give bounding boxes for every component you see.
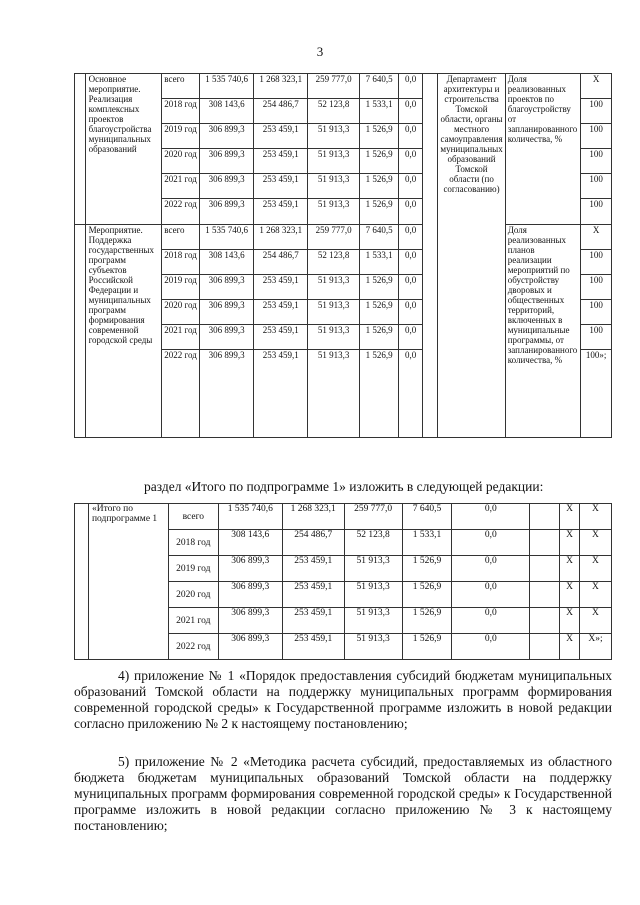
x-cell: X xyxy=(560,582,580,608)
x-cell: X xyxy=(579,582,611,608)
table-row xyxy=(75,504,612,530)
value-cell: 259 777,0 xyxy=(308,74,360,99)
value-cell: 0,0 xyxy=(399,74,423,99)
value-cell: 1 535 740,6 xyxy=(200,225,254,250)
value-cell: 0,0 xyxy=(452,556,530,582)
value-cell: 1 268 323,1 xyxy=(282,504,344,530)
empty-cell xyxy=(75,74,86,225)
indicator-cell: Доля реализованных проектов по благоустройству от запланированного количества, % xyxy=(505,74,580,225)
activity-name: Мероприятие. Поддержка государственных программ субъектов Российской Федерации и муниципальных программ формирования современной городской среды xyxy=(85,225,162,438)
value-cell: 253 459,1 xyxy=(282,556,344,582)
table-row xyxy=(75,74,612,99)
value-cell: 0,0 xyxy=(399,149,423,174)
target-value: 100 xyxy=(581,124,612,149)
value-cell: 306 899,3 xyxy=(218,608,282,634)
value-cell: 1 533,1 xyxy=(359,99,398,124)
value-cell: 1 268 323,1 xyxy=(254,74,308,99)
value-cell: 0,0 xyxy=(399,350,423,438)
value-cell: 306 899,3 xyxy=(218,582,282,608)
x-cell: X xyxy=(560,634,580,660)
year-cell: всего xyxy=(168,504,218,530)
value-cell: 51 913,3 xyxy=(308,174,360,199)
empty-cell xyxy=(530,634,560,660)
value-cell: 253 459,1 xyxy=(254,350,308,438)
value-cell: 253 459,1 xyxy=(254,149,308,174)
value-cell: 1 533,1 xyxy=(359,250,398,275)
value-cell: 51 913,3 xyxy=(308,124,360,149)
page-number: 3 xyxy=(316,44,324,59)
value-cell: 253 459,1 xyxy=(282,634,344,660)
year-cell: 2019 год xyxy=(162,275,200,300)
value-cell: 1 526,9 xyxy=(359,174,398,199)
value-cell: 51 913,3 xyxy=(308,325,360,350)
value-cell: 52 123,8 xyxy=(308,250,360,275)
target-value: 100 xyxy=(581,199,612,225)
value-cell: 52 123,8 xyxy=(344,530,402,556)
value-cell: 253 459,1 xyxy=(254,199,308,225)
value-cell: 253 459,1 xyxy=(254,275,308,300)
value-cell: 1 535 740,6 xyxy=(218,504,282,530)
value-cell: 306 899,3 xyxy=(200,174,254,199)
total-label: «Итого по подпрограмме 1 xyxy=(88,504,168,660)
target-value: 100 xyxy=(581,250,612,275)
year-cell: всего xyxy=(162,74,200,99)
indicator-cell: Доля реализованных планов реализации мероприятий по обустройству дворовых и общественных территорий, включенных в муниципальные программы, от запланированного количества, % xyxy=(505,225,580,438)
value-cell: 51 913,3 xyxy=(308,149,360,174)
value-cell: 306 899,3 xyxy=(200,350,254,438)
year-cell: 2018 год xyxy=(162,99,200,124)
value-cell: 0,0 xyxy=(452,582,530,608)
value-cell: 0,0 xyxy=(452,608,530,634)
value-cell: 0,0 xyxy=(399,325,423,350)
activity-name: Основное мероприятие. Реализация комплексных проектов благоустройства муниципальных образований xyxy=(85,74,162,225)
value-cell: 51 913,3 xyxy=(344,608,402,634)
value-cell: 308 143,6 xyxy=(218,530,282,556)
value-cell: 253 459,1 xyxy=(282,582,344,608)
x-cell: X xyxy=(579,530,611,556)
value-cell: 0,0 xyxy=(399,199,423,225)
empty-cell xyxy=(530,530,560,556)
value-cell: 0,0 xyxy=(399,300,423,325)
year-cell: 2020 год xyxy=(162,149,200,174)
target-value: 100 xyxy=(581,275,612,300)
program-table xyxy=(74,73,612,438)
target-value: 100 xyxy=(581,149,612,174)
target-value: X xyxy=(581,225,612,250)
target-value: 100 xyxy=(581,174,612,199)
empty-cell xyxy=(530,504,560,530)
executor-cell: Департамент архитектуры и строительства Томской области, органы местного самоуправления муниципальных образований Томской области (по согласованию) xyxy=(438,74,505,438)
value-cell: 253 459,1 xyxy=(254,325,308,350)
value-cell: 308 143,6 xyxy=(200,99,254,124)
value-cell: 306 899,3 xyxy=(200,124,254,149)
value-cell: 7 640,5 xyxy=(359,74,398,99)
year-cell: 2020 год xyxy=(162,300,200,325)
value-cell: 7 640,5 xyxy=(359,225,398,250)
x-cell: X xyxy=(560,504,580,530)
value-cell: 51 913,3 xyxy=(308,199,360,225)
x-cell: X»; xyxy=(579,634,611,660)
year-cell: 2021 год xyxy=(168,608,218,634)
target-value: 100 xyxy=(581,300,612,325)
value-cell: 1 526,9 xyxy=(359,325,398,350)
value-cell: 1 526,9 xyxy=(359,275,398,300)
year-cell: 2020 год xyxy=(168,582,218,608)
value-cell: 0,0 xyxy=(399,174,423,199)
value-cell: 306 899,3 xyxy=(218,634,282,660)
value-cell: 51 913,3 xyxy=(344,556,402,582)
value-cell: 52 123,8 xyxy=(308,99,360,124)
value-cell: 0,0 xyxy=(399,99,423,124)
value-cell: 1 533,1 xyxy=(402,530,452,556)
value-cell: 51 913,3 xyxy=(344,634,402,660)
value-cell: 7 640,5 xyxy=(402,504,452,530)
value-cell: 253 459,1 xyxy=(282,608,344,634)
value-cell: 1 526,9 xyxy=(402,608,452,634)
value-cell: 51 913,3 xyxy=(344,582,402,608)
empty-cell xyxy=(75,504,89,660)
value-cell: 306 899,3 xyxy=(200,149,254,174)
value-cell: 306 899,3 xyxy=(200,275,254,300)
value-cell: 0,0 xyxy=(452,634,530,660)
value-cell: 1 526,9 xyxy=(402,582,452,608)
value-cell: 51 913,3 xyxy=(308,350,360,438)
value-cell: 1 268 323,1 xyxy=(254,225,308,250)
x-cell: X xyxy=(579,504,611,530)
value-cell: 1 526,9 xyxy=(359,149,398,174)
value-cell: 306 899,3 xyxy=(200,199,254,225)
value-cell: 306 899,3 xyxy=(200,300,254,325)
subprogram-total-table xyxy=(74,503,612,660)
x-cell: X xyxy=(560,608,580,634)
empty-cell xyxy=(530,582,560,608)
value-cell: 0,0 xyxy=(399,250,423,275)
value-cell: 1 526,9 xyxy=(359,350,398,438)
empty-cell xyxy=(422,74,438,438)
value-cell: 254 486,7 xyxy=(254,250,308,275)
year-cell: всего xyxy=(162,225,200,250)
value-cell: 254 486,7 xyxy=(282,530,344,556)
target-value: 100»; xyxy=(581,350,612,438)
value-cell: 1 526,9 xyxy=(359,124,398,149)
x-cell: X xyxy=(579,556,611,582)
x-cell: X xyxy=(560,556,580,582)
target-value: 100 xyxy=(581,99,612,124)
year-cell: 2019 год xyxy=(162,124,200,149)
section-caption: раздел «Итого по подпрограмме 1» изложить в следующей редакции: xyxy=(144,479,544,494)
year-cell: 2018 год xyxy=(168,530,218,556)
paragraph-4: 4) приложение № 1 «Порядок предоставления субсидий бюджетам муниципальных образований Томской области на поддержку муниципальных программ формирования современной городской среды» к Государственной программе изложить в новой редакции согласно приложению № 2 к настоящему постановлению; xyxy=(74,668,612,731)
value-cell: 0,0 xyxy=(452,530,530,556)
empty-cell xyxy=(530,556,560,582)
year-cell: 2022 год xyxy=(162,350,200,438)
year-cell: 2022 год xyxy=(162,199,200,225)
value-cell: 259 777,0 xyxy=(344,504,402,530)
value-cell: 253 459,1 xyxy=(254,300,308,325)
value-cell: 1 526,9 xyxy=(402,556,452,582)
value-cell: 0,0 xyxy=(399,225,423,250)
paragraph-5: 5) приложение № 2 «Методика расчета субсидий, предоставляемых из областного бюджета бюджетам муниципальных образований Томской области на поддержку муниципальных программ формирования современной городской среды» к Государственной программе изложить в новой редакции согласно приложению № 3 к настоящему постановлению; xyxy=(74,754,612,833)
empty-cell xyxy=(530,608,560,634)
value-cell: 0,0 xyxy=(399,275,423,300)
value-cell: 1 526,9 xyxy=(402,634,452,660)
value-cell: 1 535 740,6 xyxy=(200,74,254,99)
year-cell: 2022 год xyxy=(168,634,218,660)
table-row xyxy=(75,225,612,250)
value-cell: 306 899,3 xyxy=(218,556,282,582)
value-cell: 259 777,0 xyxy=(308,225,360,250)
target-value: X xyxy=(581,74,612,99)
year-cell: 2021 год xyxy=(162,174,200,199)
value-cell: 1 526,9 xyxy=(359,199,398,225)
value-cell: 0,0 xyxy=(399,124,423,149)
value-cell: 254 486,7 xyxy=(254,99,308,124)
value-cell: 0,0 xyxy=(452,504,530,530)
x-cell: X xyxy=(579,608,611,634)
x-cell: X xyxy=(560,530,580,556)
value-cell: 1 526,9 xyxy=(359,300,398,325)
value-cell: 51 913,3 xyxy=(308,275,360,300)
value-cell: 253 459,1 xyxy=(254,174,308,199)
year-cell: 2021 год xyxy=(162,325,200,350)
empty-cell xyxy=(75,225,86,438)
target-value: 100 xyxy=(581,325,612,350)
value-cell: 253 459,1 xyxy=(254,124,308,149)
value-cell: 306 899,3 xyxy=(200,325,254,350)
value-cell: 308 143,6 xyxy=(200,250,254,275)
year-cell: 2018 год xyxy=(162,250,200,275)
value-cell: 51 913,3 xyxy=(308,300,360,325)
year-cell: 2019 год xyxy=(168,556,218,582)
